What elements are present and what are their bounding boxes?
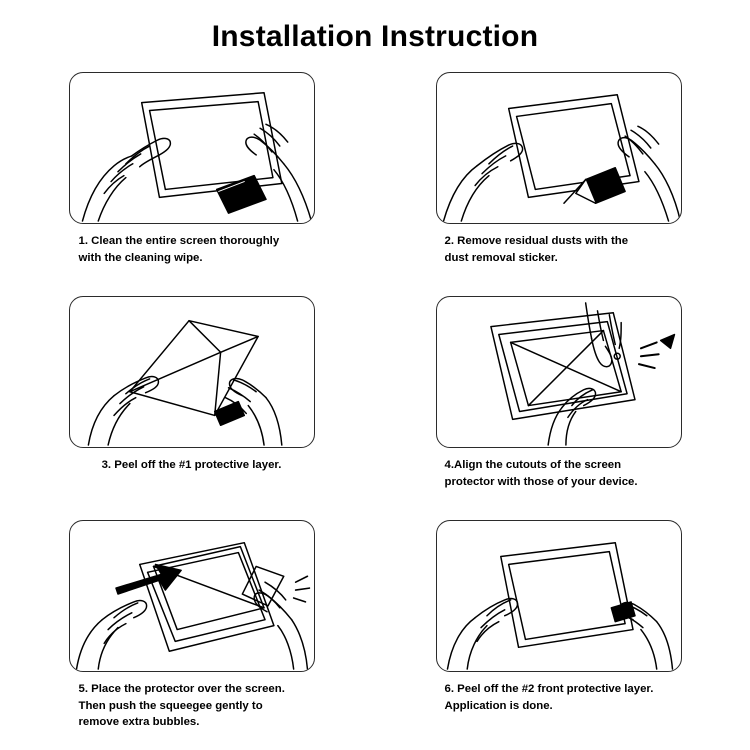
step-card-6 [375, 516, 742, 740]
step-3-caption [74, 457, 310, 474]
steps-grid [0, 68, 750, 740]
step-2-illustration [436, 72, 682, 224]
step-1-illustration [69, 72, 315, 224]
step-6-caption [437, 681, 681, 714]
step-4-caption-line-2: protector with those of your device. [444, 475, 638, 488]
step-5-caption-line-1: 5. Place the protector over the screen. [78, 683, 285, 695]
step-card-4 [375, 292, 742, 516]
step-5-caption-line-2: Then push the squeegee gently to [78, 699, 263, 712]
step-card-5 [8, 516, 375, 740]
step-5-caption [69, 681, 315, 731]
step-card-1 [8, 68, 375, 292]
step-4-caption [437, 457, 681, 490]
step-card-2 [375, 68, 742, 292]
step-4-caption-line-1: 4.Align the cutouts of the screen [444, 459, 622, 471]
step-2-caption-line-2: dust removal sticker. [444, 251, 558, 264]
step-1-caption-line-2: with the cleaning wipe. [78, 251, 203, 264]
step-4-illustration [436, 296, 682, 448]
step-3-illustration [69, 296, 315, 448]
step-1-caption [69, 233, 315, 266]
page-title: Installation Instruction [211, 20, 539, 53]
step-3-caption-line-1: 3. Peel off the #1 protective layer. [101, 459, 282, 471]
step-5-illustration [69, 520, 315, 672]
step-6-caption-line-2: Application is done. [444, 699, 553, 712]
step-2-caption-line-1: 2. Remove residual dusts with the [444, 235, 629, 247]
step-2-caption [437, 233, 681, 266]
step-5-caption-line-3: remove extra bubbles. [78, 716, 200, 729]
step-6-caption-line-1: 6. Peel off the #2 front protective layer. [444, 683, 654, 695]
step-card-3 [8, 292, 375, 516]
step-6-illustration [436, 520, 682, 672]
step-1-caption-line-1: 1. Clean the entire screen thoroughly [78, 235, 280, 247]
